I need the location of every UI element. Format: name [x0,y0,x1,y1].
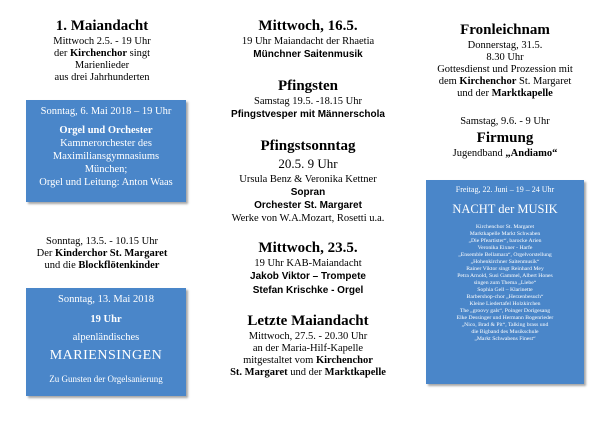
performer-line: Barbershop-chor „Herzenbesuch“ [466,294,544,300]
event-line: Werke von W.A.Mozart, Rosetti u.a. [231,213,385,224]
performer-line: „Die Pfeartister“, barocke Arien [468,238,542,244]
event-line: Pfingstvesper mit Männerschola [231,109,385,120]
performer-line: die Bigband des Musikschule [471,329,539,335]
box-subtitle: alpenländisches [72,332,140,343]
section-title: Firmung [476,130,534,146]
event-line: Stefan Krischke - Orgel [252,285,364,296]
event-line: aus drei Jahrhunderten [54,72,150,83]
box-date: Sonntag, 6. Mai 2018 – 19 Uhr [40,106,172,117]
performer-line: Marktkapelle Markt Schwaben [469,231,541,237]
column-middle [212,0,404,423]
event-date: Samstag 19.5. -18.15 Uhr [254,96,362,107]
event-line: Marienlieder [74,60,130,71]
event-line: Münchner Saitenmusik [253,49,363,60]
event-date: Mittwoch, 27.5. - 20.30 Uhr [248,331,368,342]
box-time: 19 Uhr [90,314,122,325]
event-line: dem Kirchenchor St. Margaret [438,76,572,87]
box-line: Orgel und Leitung: Anton Waas [39,177,173,188]
performer-line: „Hohenkirchner Saitenmusik“ [470,259,540,265]
event-date: Sonntag, 13.5. - 10.15 Uhr [46,236,158,247]
section-title: Mittwoch, 16.5. [258,18,358,34]
event-line: Jakob Viktor – Trompete [250,271,366,282]
section-title: Pfingsten [278,78,338,94]
box-line: München; [84,164,128,175]
event-time: 8.30 Uhr [486,52,524,63]
section-title: Fronleichnam [460,22,550,38]
event-line: an der Maria-Hilf-Kapelle [252,343,364,354]
event-date: Samstag, 9.6. - 9 Uhr [460,116,550,127]
event-line: mitgestaltet vom Kirchenchor [243,355,373,366]
column-right [420,0,590,423]
performer-list [426,224,584,343]
event-date: Donnerstag, 31.5. [467,40,543,51]
event-line: der Kirchenchor singt [53,48,151,59]
performer-line: Rainer Viktor singt Reinhard Mey [466,266,544,272]
event-line: 19 Uhr KAB-Maiandacht [254,258,362,269]
event-line: 19 Uhr Maiandacht der Rhaetia [241,36,375,47]
box-line: Maximiliansgymnasiums [52,151,160,162]
box-title: MARIENSINGEN [49,348,163,363]
performer-line: „Markt Schwabens Finest“ [474,336,536,342]
performer-line: „Ensemble Bellamara“, Orgelvorstellung [458,252,552,258]
performer-line: singen zum Thema „Liebe“ [473,280,537,286]
box-line: Kammerorchester des [60,138,152,149]
event-line: Orchester St. Margaret [254,200,362,211]
event-date: Mittwoch 2.5. - 19 Uhr [53,36,151,47]
performer-line: Veronika Eixner - Harfe [477,245,533,251]
box-date: Freitag, 22. Juni – 19 – 24 Uhr [455,185,555,194]
performer-line: Kirchenchor St. Margaret [475,224,535,230]
event-line: Der Kinderchor St. Margaret [36,248,168,259]
event-line: St. Margaret und der Marktkapelle [230,367,386,378]
box-note: Zu Gunsten der Orgelsanierung [49,374,163,384]
section-title: Pfingstsonntag [260,138,356,154]
performer-line: Elke Dessinger und Hermann Bogenrieder [456,315,554,321]
section-title: 1. Maiandacht [55,18,149,34]
box-title: NACHT der MUSIK [452,202,558,216]
section-title: Mittwoch, 23.5. [258,240,358,256]
event-date: 20.5. 9 Uhr [278,156,338,171]
event-line: Ursula Benz & Veronika Kettner [239,174,377,185]
performer-line: Sophia Gell – Klarinette [477,287,533,293]
nacht-der-musik-box [426,180,584,384]
section-title: Letzte Maiandacht [247,313,369,329]
event-line: und die Blockflötenkinder [44,260,160,271]
event-line: Gottesdienst und Prozession mit [437,64,573,75]
box-date: Sonntag, 13. Mai 2018 [58,294,154,305]
performer-line: Petra Arnold, Susi Gammel, Albert Hones [457,273,553,279]
mariensingen-box [26,288,186,396]
performer-line: „Nico, Brad & Pit“, Talking brass und [461,322,549,328]
performer-line: Kleine Liedertafel Holzkirchen [469,301,541,307]
performer-line: The „groovy gals“, Poinger Dorigesang [459,308,551,314]
column-left [18,0,186,423]
event-line: und der Marktkapelle [457,88,553,99]
event-line: Sopran [290,187,326,198]
box-heading: Orgel und Orchester [59,125,153,136]
event-line: Jugendband „Andiamo“ [452,148,558,159]
concert-box [26,100,186,202]
